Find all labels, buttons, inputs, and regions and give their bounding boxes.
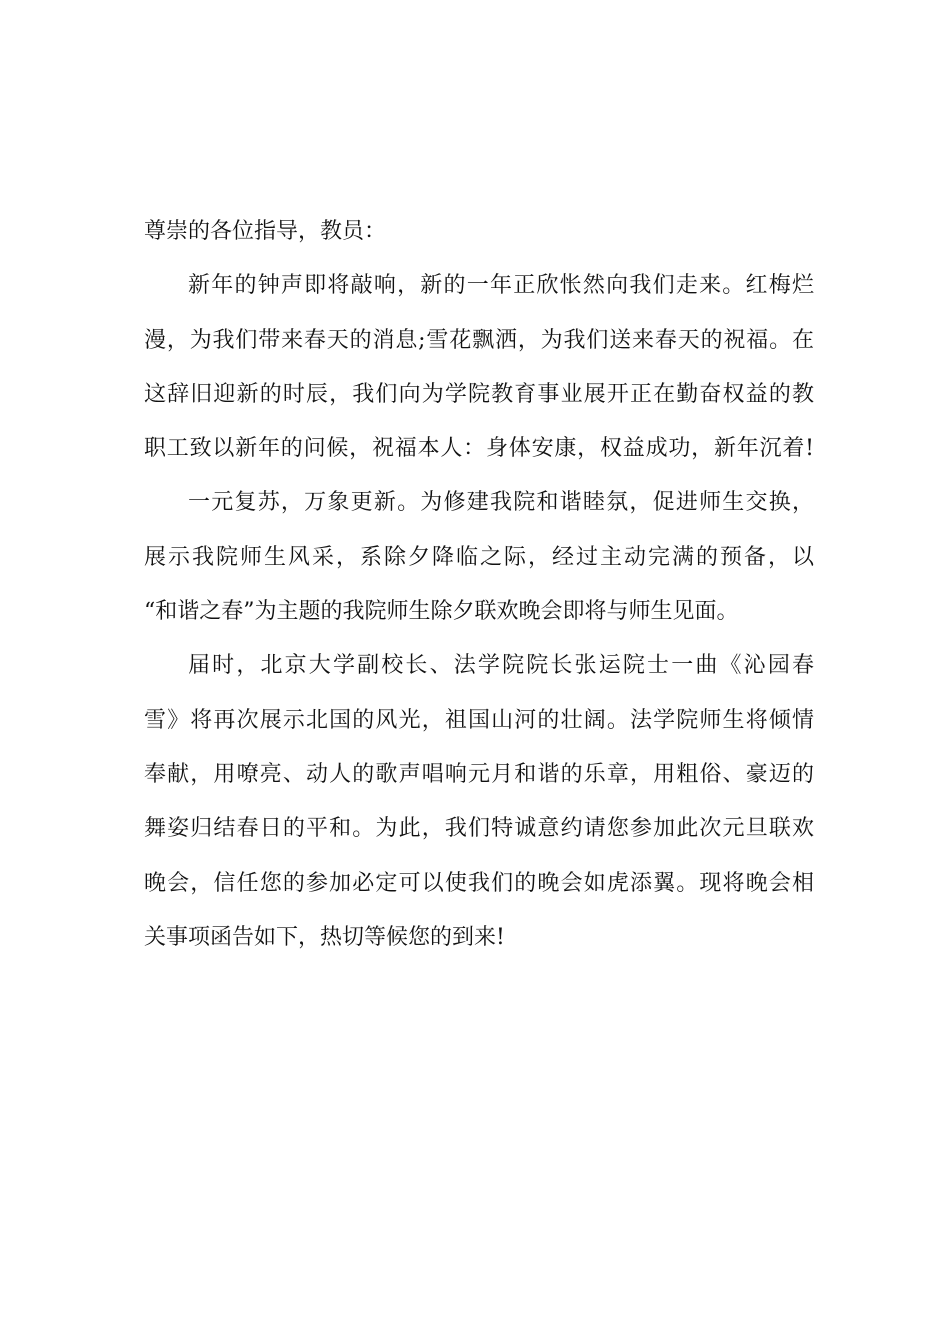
paragraph-line: 展示我院师生风采，系除夕降临之际，经过主动完满的预备，以 xyxy=(144,544,814,570)
paragraph-line: 奉献，用嘹亮、动人的歌声唱响元月和谐的乐章，用粗俗、豪迈的 xyxy=(144,761,814,787)
paragraph-line: 雪》将再次展示北国的风光，祖国山河的壮阔。法学院师生将倾情 xyxy=(144,707,814,733)
paragraph-line: 漫，为我们带来春天的消息;雪花飘洒，为我们送来春天的祝福。在 xyxy=(144,327,814,353)
salutation: 尊崇的各位指导，教员： xyxy=(144,219,387,244)
paragraph-line: 一元复苏，万象更新。为修建我院和谐睦氛，促进师生交换， xyxy=(188,490,814,516)
paragraph-line: 舞姿归结春日的平和。为此，我们特诚意约请您参加此次元旦联欢 xyxy=(144,816,814,842)
letter-body xyxy=(144,205,814,965)
paragraph-invitation xyxy=(144,639,814,965)
paragraph-line: 新年的钟声即将敲响，新的一年正欣怅然向我们走来。红梅烂 xyxy=(188,273,814,299)
paragraph-line: “和谐之春”为主题的我院师生除夕联欢晚会即将与师生见面。 xyxy=(144,599,739,625)
paragraph-line: 这辞旧迎新的时辰，我们向为学院教育事业展开正在勤奋权益的教 xyxy=(144,381,814,407)
paragraph-line: 届时，北京大学副校长、法学院院长张运院士一曲《沁园春 xyxy=(188,653,814,679)
paragraph-line: 晚会，信任您的参加必定可以使我们的晚会如虎添翼。现将晚会相 xyxy=(144,870,814,896)
paragraph-new-year-greeting xyxy=(144,259,814,476)
paragraph-line: 职工致以新年的问候，祝福本人：身体安康，权益成功，新年沉着! xyxy=(144,436,814,462)
paragraph-gala-announcement xyxy=(144,476,814,639)
paragraph-line: 关事项函告如下，热切等候您的到来! xyxy=(144,924,505,950)
